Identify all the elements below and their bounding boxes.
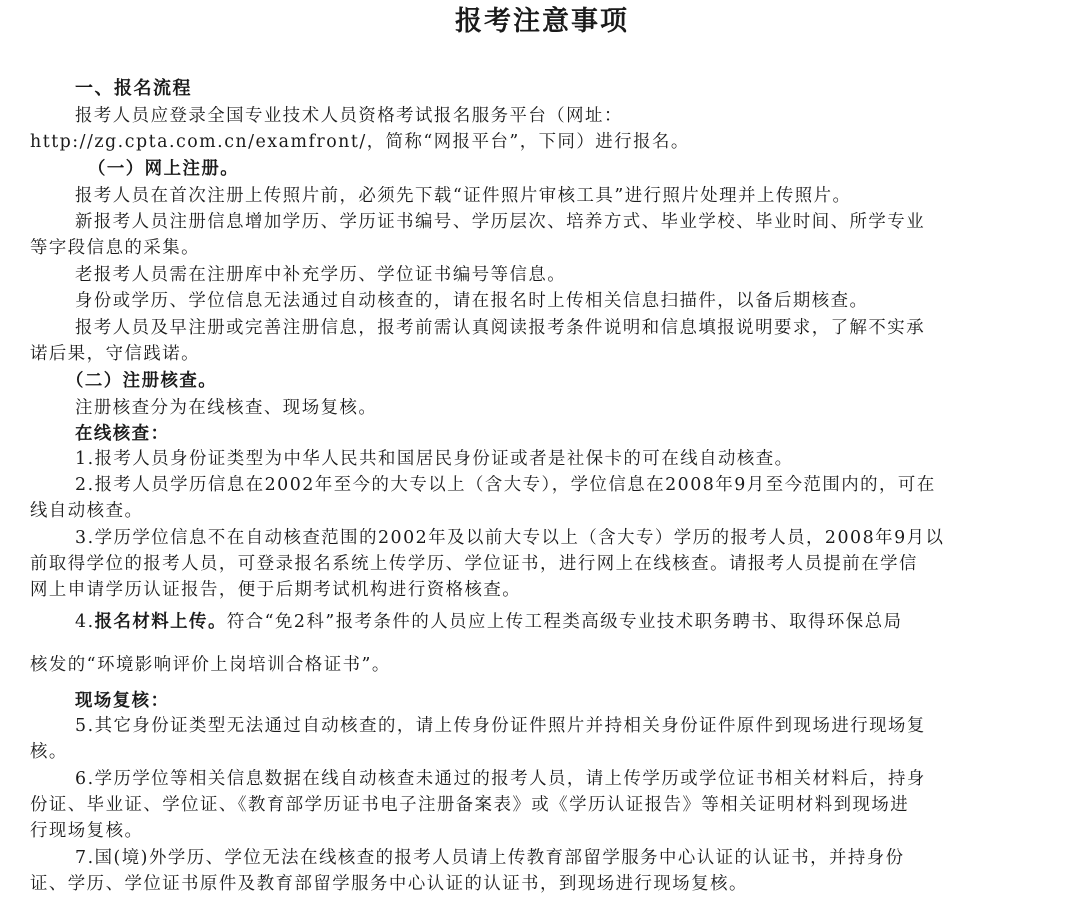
section-heading: 一、报名流程 [75,78,192,99]
list-item-line: 1.报考人员身份证类型为中华人民共和国居民身份证或者是社保卡的可在线自动核查。 [75,449,794,469]
paragraph-line: 注册核查分为在线核查、现场复核。 [75,398,378,418]
list-item-line: 核发的“环境影响评价上岗培训合格证书”。 [30,655,391,675]
list-item-line: 行现场复核。 [30,821,144,841]
paragraph-line: 报考人员在首次注册上传照片前，必须先下载“证件照片审核工具”进行照片处理并上传照片。 [75,186,852,206]
subsection-heading: （二）注册核查。 [66,371,218,391]
onsite-review-heading: 现场复核： [75,691,170,711]
list-item-line: 前取得学位的报考人员，可登录报名系统上传学历、学位证书，进行网上在线核查。请报考人员提前在学信 [30,554,918,574]
list-item-line: 6.学历学位等相关信息数据在线自动核查未通过的报考人员，请上传学历或学位证书相关材料后，持身 [75,769,926,789]
list-item-line: 份证、毕业证、学位证、《教育部学历证书电子注册备案表》或《学历认证报告》等相关证明材料到现场进 [30,795,910,815]
list-item-line [75,609,902,635]
page-title: 报考注意事项 [455,6,629,37]
item-bold-lead: 报名材料上传。 [94,612,227,632]
list-item-line: 5.其它身份证类型无法通过自动核查的，请上传身份证件照片并持相关身份证件原件到现场进行现场复 [75,716,926,736]
paragraph-line: 等字段信息的采集。 [30,238,201,258]
paragraph-line: 报考人员及早注册或完善注册信息，报考前需认真阅读报考条件说明和信息填报说明要求，了解不实承 [75,318,926,338]
paragraph-line: 报考人员应登录全国专业技术人员资格考试报名服务平台（网址： [75,106,623,126]
subsection-heading: （一）网上注册。 [88,159,240,179]
list-item-line: 证、学历、学位证书原件及教育部留学服务中心认证的认证书，到现场进行现场复核。 [30,874,748,894]
list-item-line: 7.国(境)外学历、学位无法在线核查的报考人员请上传教育部留学服务中心认证的认证书，并持身份 [75,848,905,868]
paragraph-line: 身份或学历、学位信息无法通过自动核查的，请在报名时上传相关信息扫描件，以备后期核查。 [75,291,869,311]
paragraph-line: 诺后果，守信践诺。 [30,344,201,364]
item-number: 4. [75,612,95,632]
paragraph-line: http://zg.cpta.com.cn/examfront/，简称“网报平台”，下同）进行报名。 [30,132,690,152]
item-text: 符合“免2科”报考条件的人员应上传工程类高级专业技术职务聘书、取得环保总局 [226,612,903,632]
list-item-line: 线自动核查。 [30,501,144,521]
list-item-line: 核。 [30,742,68,762]
list-item-line: 2.报考人员学历信息在2002年至今的大专以上（含大专），学位信息在2008年9月至今范围内的，可在 [75,475,936,495]
list-item-line: 网上申请学历认证报告，便于后期考试机构进行资格核查。 [30,580,522,600]
online-check-heading: 在线核查： [75,424,170,444]
paragraph-line: 新报考人员注册信息增加学历、学历证书编号、学历层次、培养方式、毕业学校、毕业时间、所学专业 [75,212,926,232]
list-item-line: 3.学历学位信息不在自动核查范围的2002年及以前大专以上（含大专）学历的报考人员，2008年9月以 [75,528,945,548]
paragraph-line: 老报考人员需在注册库中补充学历、学位证书编号等信息。 [75,265,567,285]
